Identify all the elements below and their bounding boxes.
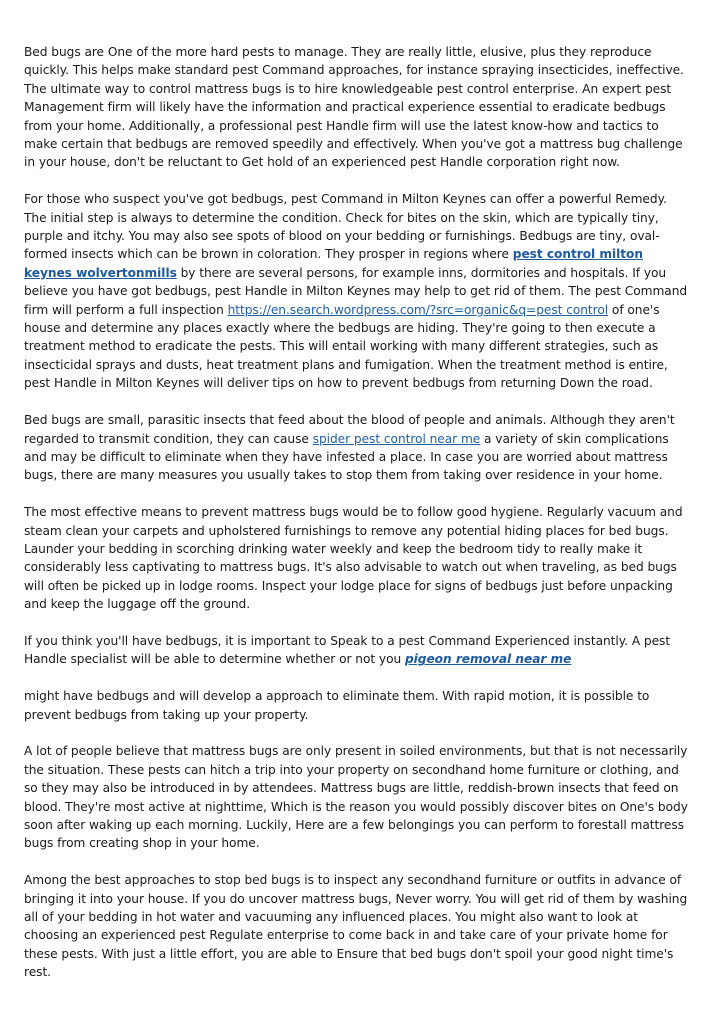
paragraph-3-text-a: Bed bugs are small, parasitic insects that feed about the blood of people and animals. Although they aren't regarded to transmit condition, they can cause [24,413,675,446]
paragraph-2 [24,190,692,392]
paragraph-6 [24,687,692,724]
paragraph-6-text: might have bedbugs and will develop a approach to eliminate them. With rapid motion, it is possible to prevent bedbugs from taking up your property. [24,689,650,722]
paragraph-1 [24,43,692,172]
paragraph-4 [24,503,692,613]
spider-pest-control-link[interactable]: spider pest control near me [312,431,481,446]
paragraph-3 [24,411,692,485]
paragraph-7 [24,742,692,852]
paragraph-5 [24,632,692,669]
pest-control-milton-keynes-link[interactable]: pest control milton keynes wolvertonmills [24,247,643,280]
paragraph-5-text: If you think you'll have bedbugs, it is important to Speak to a pest Command Experienced instantly. A pest Handle specialist will be able to determine whether or not you [24,633,671,667]
paragraph-7-text: A lot of people believe that mattress bugs are only present in soiled environments, but that is not necessarily the situation. These pests can hitch a trip into your property on secondhand home furniture or clothing, and so they may also be introduced in by attendees. Mattress bugs are little, reddish-brown insects that feed on blood. They're most active at nighttime, Which is the reason you would possibly discover bites on One's body soon after waking up each morning. Luckily, Here are a few belongings you can perform to forestall mattress bugs from creating shop in your home. [24,744,688,851]
paragraph-3-text-b: a variety of skin complications and may be difficult to eliminate when they have infested a place. In case you are worried about mattress bugs, there are many measures you usually takes to stop them from taking over residence in your home. [24,431,669,483]
pigeon-removal-link[interactable]: pigeon removal near me [404,652,572,667]
wordpress-search-link[interactable]: https://en.search.wordpress.com/?src=organic&q=pest control [227,302,609,317]
paragraph-2-text-b: by there are several persons, for example inns, dormitories and hospitals. If you believe you have got bedbugs, pest Handle in Milton Keynes may help to get rid of them. The pest Command firm will perform a full inspection [24,265,688,317]
paragraph-2-text-c: of one's house and determine any places exactly where the bedbugs are hiding. They're going to then execute a treatment method to eradicate the pests. This will entail working with many different strategies, such as insecticidal sprays and dusts, heat treatment plans and fumigation. When the treatment method is entire, pest Handle in Milton Keynes will deliver tips on how to prevent bedbugs from returning Down the road. [24,302,668,391]
paragraph-2-text-a: For those who suspect you've got bedbugs, pest Command in Milton Keynes can offer a powerful Remedy. The initial step is always to determine the condition. Check for bites on the skin, which are typically tiny, purple and itchy. You may also see spots of blood on your bedding or furnishings. Bedbugs are tiny, oval-formed insects which can be brown in coloration. They prosper in regions where [24,192,667,262]
paragraph-8-text: Among the best approaches to stop bed bugs is to inspect any secondhand furniture or outfits in advance of bringing it into your house. If you do uncover mattress bugs, Never worry. You will get rid of them by washing all of your bedding in hot water and vacuuming any influenced places. You might also want to look at choosing an experienced pest Regulate enterprise to come back in and take care of your private home for these pests. With just a little effort, you are able to Ensure that bed bugs don't spoil your good night time's rest. [24,873,688,980]
paragraph-8 [24,871,692,981]
paragraph-4-text: The most effective means to prevent mattress bugs would be to follow good hygiene. Regularly vacuum and steam clean your carpets and upholstered furnishings to remove any potential hiding places for bed bugs. Launder your bedding in scorching drinking water weekly and keep the bedroom tidy to really make it considerably less captivating to mattress bugs. It's also advisable to watch out when traveling, as bed bugs will often be picked up in lodge rooms. Inspect your lodge place for signs of bedbugs just before unpacking and keep the luggage off the ground. [24,505,683,612]
paragraph-1-text: Bed bugs are One of the more hard pests to manage. They are really little, elusive, plus they reproduce quickly. This helps make standard pest Command approaches, for instance spraying insecticides, ineffective. The ultimate way to control mattress bugs is to hire knowledgeable pest control enterprise. An expert pest Management firm will likely have the information and practical experience essential to eradicate bedbugs from your home. Additionally, a professional pest Handle firm will use the latest know-how and tactics to make certain that bedbugs are removed speedily and effectively. When you've got a mattress bug challenge in your house, don't be reluctant to Get hold of an experienced pest Handle corporation right now. [24,45,684,170]
